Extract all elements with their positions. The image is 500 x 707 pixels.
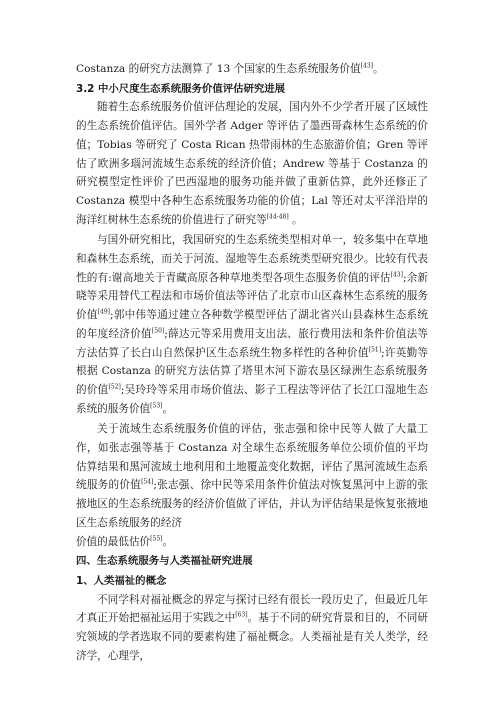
section-heading-4: 四、生态系统服务与人类福祉研究进展 [76, 555, 253, 568]
paragraph-text: ;许英勤等根据 Costanza 的研究方法估算了塔里木河下游农垦区绿洲生态系统服务的价值 [76, 346, 428, 396]
paragraph-text: ;余新晓等采用替代工程法和市场价值法等评估了北京市山区森林生态系统的服务价值 [76, 271, 428, 322]
paragraph-domestic-studies [76, 231, 428, 418]
citation-ref: [63] [235, 611, 248, 619]
paragraph-text: Costanza 的研究方法测算了 13 个国家的生态系统服务价值 [76, 63, 361, 75]
paragraph-text: 。 [162, 402, 174, 415]
paragraph-text: 关于流域生态系统服务价值的评估，张志强和徐中民等人做了大量工作，如张志强等基于 Costanza 对全球生态系统服务单位公顷价值的平均估算结果和黑河流域土地利用和土地覆盖变化数据，评估了黑河流域生态系统服务的价值 [76, 423, 428, 492]
document-body [76, 60, 428, 666]
citation-ref: [52] [108, 383, 121, 391]
citation-ref: [54] [141, 478, 154, 486]
subsection-heading-4-1: 1、人类福祉的概念 [76, 574, 167, 587]
citation-ref: [55] [150, 535, 163, 543]
section-heading-3-2: 3.2 中小尺度生态系统服务价值评估研究进展 [76, 82, 286, 95]
paragraph-text: 不同学科对福祉概念的界定与探讨已经有很长一段历史了，但最近几年才真正开始把福祉运用于实践之中 [76, 593, 428, 625]
citation-ref: [43] [360, 62, 373, 70]
paragraph-text: ;张志强、徐中民等采用条件价值法对恢复黑河中上游的张掖地区的生态系统服务的经济价值做了评估，并认为评估结果是恢复张掖地区生态系统服务的经济 [76, 479, 429, 529]
citation-ref: [44-48] [266, 213, 289, 221]
paragraph-text: 。 [162, 535, 174, 548]
paragraph-text: ;吴玲玲等采用市场价值法、影子工程法等评估了长江口湿地生态系统的服务价值 [76, 383, 428, 415]
paragraph-costanza-countries [76, 60, 428, 79]
paragraph-text: 。基于不同的研究背景和目的，不同研究领域的学者选取不同的要素构建了福祉概念。人类福祉是有关人类学，经济学，心理学， [76, 612, 429, 662]
citation-ref: [51] [368, 346, 382, 354]
paragraph-text: 。 [288, 213, 303, 226]
paragraph-text: 随着生态系统服务价值评估理论的发展，国内外不少学者开展了区域性的生态系统价值评估。国外学者 Adger 等评估了墨西哥森林生态系统的价值；Tobias 等研究了 Costa Rican 热带雨林的生态旅游价值；Gren 等评估了欧洲多瑙河流域生态系统的经济价值；Andrew 等基于 Costanza 的研究模型定性评价了巴西湿地的服务功能并做了重新估算，此外还修正了 Costanza 模型中各种生态系统服务功能的价值；Lal 等还对太平洋沿岸的海洋红树林生态系统的价值进行了研究等 [76, 101, 428, 226]
paragraph-watershed-studies [76, 420, 428, 532]
citation-ref: [43] [390, 271, 403, 279]
paragraph-international-studies [76, 98, 428, 229]
paragraph-text: 。 [373, 63, 384, 75]
paragraph-watershed-continuation [76, 533, 428, 552]
paragraph-text: 价值的最低估价 [76, 535, 151, 548]
paragraph-text: ;薛达元等采用费用支出法、旅行费用法和条件价值法等方法估算了长白山自然保护区生态系统生物多样性的各种价值 [76, 327, 429, 359]
paragraph-wellbeing-concept [76, 591, 428, 666]
citation-ref: [50] [151, 327, 165, 335]
citation-ref: [49] [97, 308, 111, 316]
citation-ref: [53] [150, 402, 163, 410]
paragraph-text: ;郭中伟等通过建立各种数学模型评估了湖北省兴山县森林生态系统的年度经济价值 [76, 309, 428, 340]
paragraph-text: 与国外研究相比，我国研究的生态系统类型相对单一，较多集中在草地和森林生态系统，而关于河流、湿地等生态系统类型研究很少。比较有代表性的有:谢高地关于青藏高原各种草地类型各项生态服务价值的评估 [76, 234, 428, 284]
